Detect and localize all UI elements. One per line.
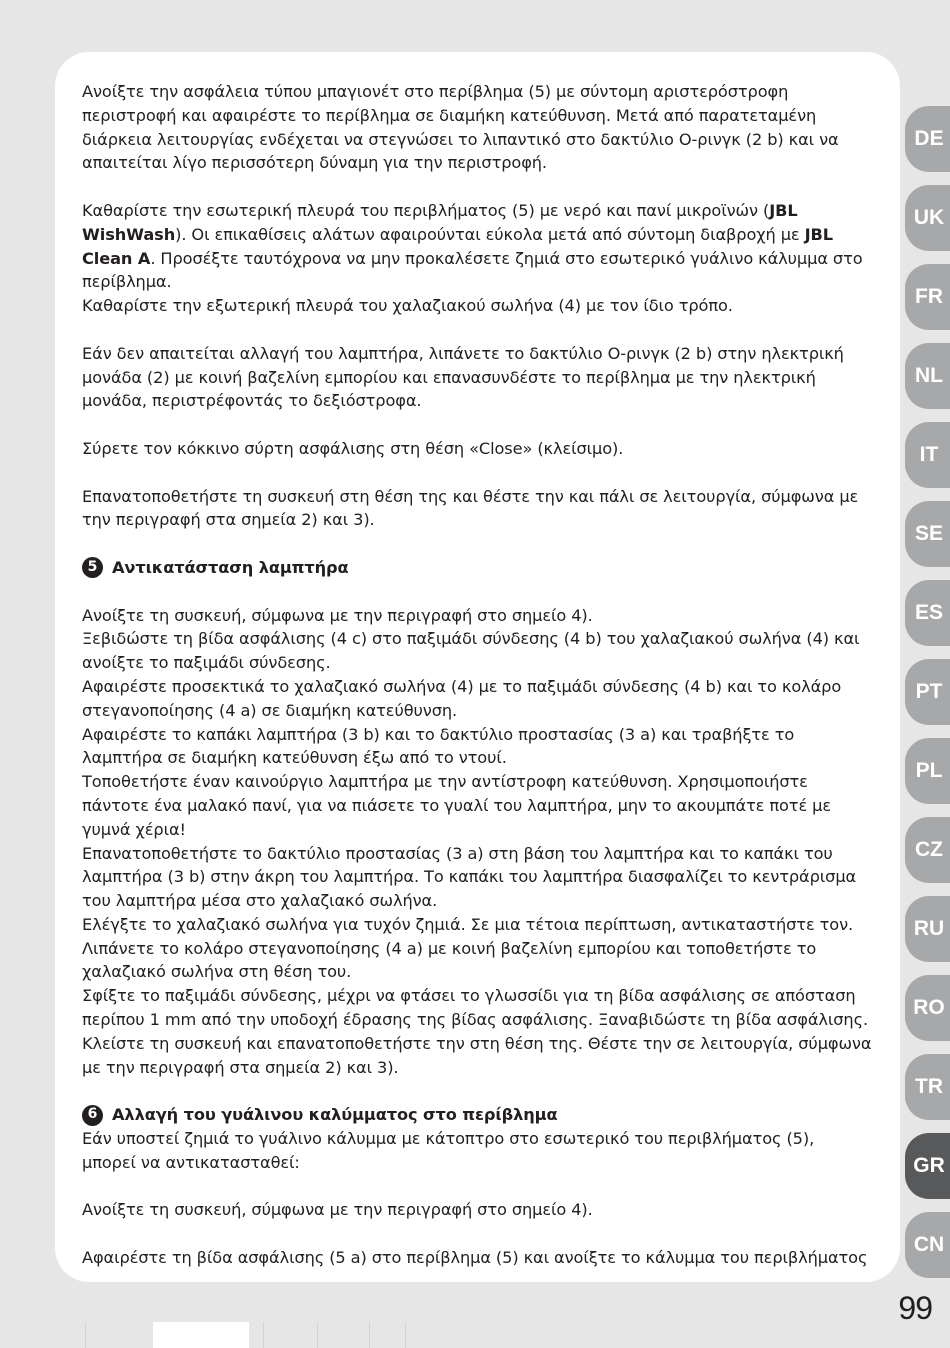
section-number-badge: 6: [82, 1105, 103, 1126]
language-tab-cn[interactable]: CN: [905, 1212, 950, 1278]
text-run: Καθαρίστε την εσωτερική πλευρά του περιβλήματος (5) με νερό και πανί μικροϊνών (: [82, 200, 770, 220]
paragraph-clean-outside: Καθαρίστε την εξωτερική πλευρά του χαλαζιακού σωλήνα (4) με τον ίδιο τρόπο.: [82, 296, 733, 316]
section-6-heading: [82, 1103, 872, 1127]
language-tab-gr-active[interactable]: GR: [905, 1133, 950, 1199]
section-5-line: Ελέγξτε το χαλαζιακό σωλήνα για τυχόν ζημιά. Σε μια τέτοια περίπτωση, αντικαταστήστε τον.: [82, 914, 854, 934]
product-name-wishwash: JBL WishWash: [82, 200, 798, 244]
section-title: Αλλαγή του γυάλινου καλύμματος στο περίβλημα: [112, 1105, 558, 1125]
language-tab-nl[interactable]: NL: [905, 343, 950, 409]
page-number: 99: [898, 1290, 932, 1326]
language-tab-it[interactable]: IT: [905, 422, 950, 488]
section-5-line: Τοποθετήστε έναν καινούργιο λαμπτήρα με την αντίστροφη κατεύθυνση. Χρησιμοποιήστε πάντοτε ένα μαλακό πανί, για να πιάσετε το γυαλί του λαμπτήρα, μην το ακουμπάτε ποτέ με γυμνά χέρια!: [82, 772, 831, 839]
section-5-line: Ανοίξτε τη συσκευή, σύμφωνα με την περιγραφή στο σημείο 4).: [82, 605, 593, 625]
section-5-heading: [82, 556, 872, 580]
section-number-badge: 5: [82, 557, 103, 578]
section-6-step: Αφαιρέστε τη βίδα ασφάλισης (5 a) στο περίβλημα (5) και ανοίξτε το κάλυμμα του περιβλήματος: [82, 1248, 868, 1268]
language-tab-tr[interactable]: TR: [905, 1054, 950, 1120]
language-tab-ro[interactable]: RO: [905, 975, 950, 1041]
language-tab-ru[interactable]: RU: [905, 896, 950, 962]
language-tab-pt[interactable]: PT: [905, 659, 950, 725]
paragraph-clean-inside: [82, 199, 872, 294]
text-run: ). Οι επικαθίσεις αλάτων αφαιρούνται εύκολα μετά από σύντομη διαβροχή με: [175, 224, 805, 244]
product-name-clean-a: JBL Clean A: [82, 224, 833, 268]
document-body: [82, 80, 872, 1270]
paragraph-reinstall: Επανατοποθετήστε τη συσκευή στη θέση της και θέστε την και πάλι σε λειτουργία, σύμφωνα με την περιγραφή στα σημεία 2) και 3).: [82, 486, 859, 530]
text-run: . Προσέξτε ταυτόχρονα να μην προκαλέσετε ζημιά στο εσωτερικό γυάλινο κάλυμμα στο περίβλημα.: [82, 248, 863, 292]
section-title: Αντικατάσταση λαμπτήρα: [112, 557, 349, 577]
section-5-line: Λιπάνετε το κολάρο στεγανοποίησης (4 a) με κοινή βαζελίνη εμπορίου και τοποθετήστε το χαλαζιακό σωλήνα στη θέση του.: [82, 938, 817, 982]
paragraph-lubricate: Εάν δεν απαιτείται αλλαγή του λαμπτήρα, λιπάνετε το δακτύλιο Ο-ρινγκ (2 b) στην ηλεκτρική μονάδα (2) με κοινή βαζελίνη εμπορίου και επανασυνδέστε το περίβλημα με την ηλεκτρική μονάδα, περιστρέφοντάς το δεξιόστροφα.: [82, 343, 844, 411]
language-tab-fr[interactable]: FR: [905, 264, 950, 330]
language-tab-es[interactable]: ES: [905, 580, 950, 646]
footer-decoration: [85, 1322, 465, 1348]
language-tab-cz[interactable]: CZ: [905, 817, 950, 883]
section-6-intro: Εάν υποστεί ζημιά το γυάλινο κάλυμμα με κάτοπτρο στο εσωτερικό του περιβλήματος (5), μπορεί να αντικατασταθεί:: [82, 1129, 815, 1172]
section-5-line: Αφαιρέστε το καπάκι λαμπτήρα (3 b) και το δακτύλιο προστασίας (3 a) και τραβήξτε το λαμπτήρα σε διαμήκη κατεύθυνση έξω από το ντουί.: [82, 724, 795, 768]
language-tab-se[interactable]: SE: [905, 501, 950, 567]
section-5-line: Σφίξτε το παξιμάδι σύνδεσης, μέχρι να φτάσει το γλωσσίδι για τη βίδα ασφάλισης σε απόσταση περίπου 1 mm από την υποδοχή έδρασης της βίδας ασφάλισης. Ξαναβιδώστε τη βίδα ασφάλισης.: [82, 986, 869, 1030]
section-5-line: Ξεβιδώστε τη βίδα ασφάλισης (4 c) στο παξιμάδι σύνδεσης (4 b) του χαλαζιακού σωλήνα (4) και ανοίξτε το παξιμάδι σύνδεσης.: [82, 629, 860, 673]
language-tab-de[interactable]: DE: [905, 106, 950, 172]
section-5-line: Επανατοποθετήστε το δακτύλιο προστασίας (3 a) στη βάση του λαμπτήρα και το καπάκι του λαμπτήρα (3 b) στην άκρη του λαμπτήρα. Το καπάκι του λαμπτήρα διασφαλίζει το κεντράρισμα του λαμπτήρα μέσα στο χαλαζιακό σωλήνα.: [82, 843, 857, 911]
language-tab-uk[interactable]: UK: [905, 185, 950, 251]
language-tab-pl[interactable]: PL: [905, 738, 950, 804]
paragraph-open-housing: Ανοίξτε την ασφάλεια τύπου μπαγιονέτ στο περίβλημα (5) με σύντομη αριστερόστροφη περιστροφή και αφαιρέστε το περίβλημα σε διαμήκη κατεύθυνση. Μετά από παρατεταμένη διάρκεια λειτουργίας ενδέχεται να στεγνώσει το λιπαντικό στο δακτύλιο Ο-ρινγκ (2 b) και να απαιτείται λίγο περισσότερη δύναμη για την περιστροφή.: [82, 82, 839, 173]
section-5-line: Αφαιρέστε προσεκτικά το χαλαζιακό σωλήνα (4) με το παξιμάδι σύνδεσης (4 b) και το κολάρο στεγανοποίησης (4 a) σε διαμήκη κατεύθυνση.: [82, 676, 842, 720]
section-6-step: Ανοίξτε τη συσκευή, σύμφωνα με την περιγραφή στο σημείο 4).: [82, 1200, 593, 1220]
paragraph-slider: Σύρετε τον κόκκινο σύρτη ασφάλισης στη θέση «Close» (κλείσιμο).: [82, 438, 624, 458]
section-5-line: Κλείστε τη συσκευή και επανατοποθετήστε την στη θέση της. Θέστε την σε λειτουργία, σύμφωνα με την περιγραφή στα σημεία 2) και 3).: [82, 1033, 872, 1077]
